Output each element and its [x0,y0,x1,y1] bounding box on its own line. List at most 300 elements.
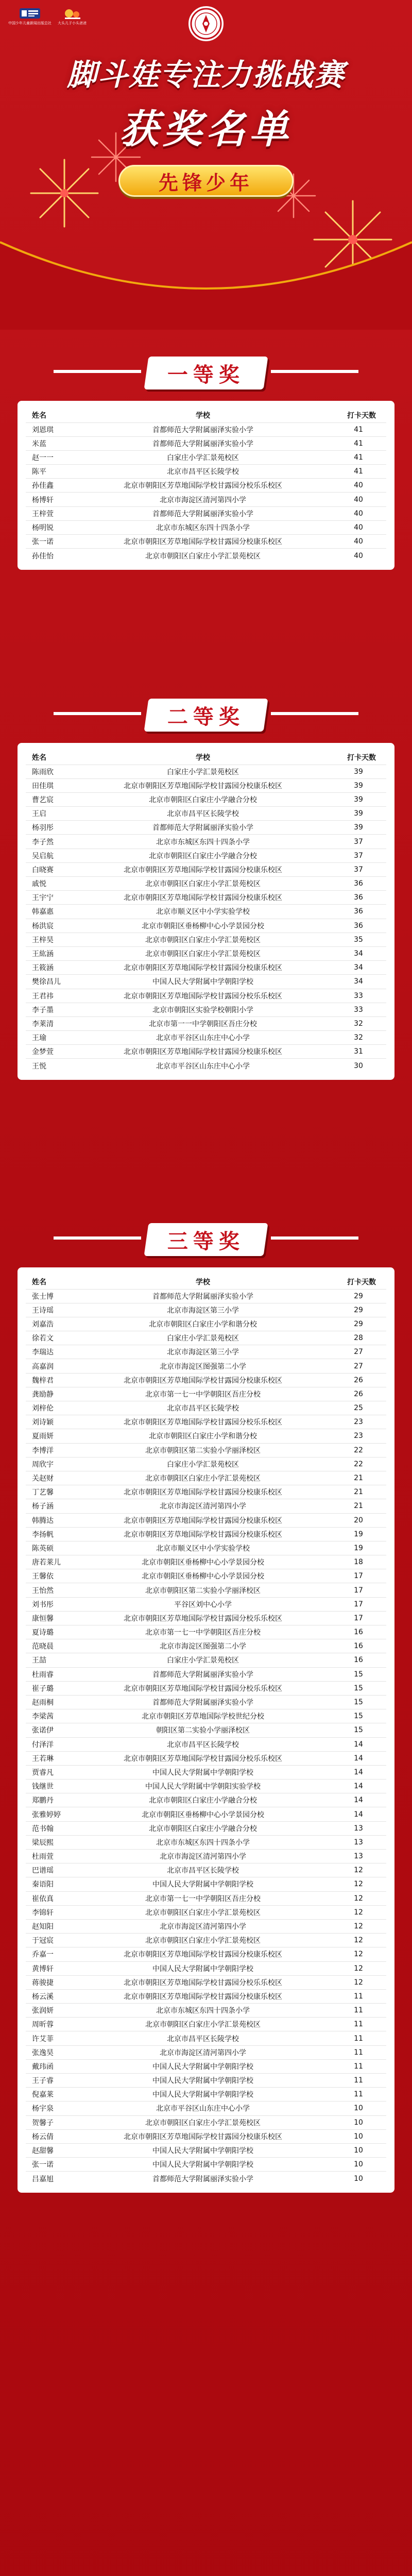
checkin-days: 32 [331,1016,386,1030]
winner-school: 北京市平谷区山东庄中心小学 [75,2102,331,2115]
checkin-days: 18 [331,1555,386,1569]
winner-school: 中国人民大学附属中学朝阳实验学校 [75,1780,331,1793]
winner-name: 赵甜馨 [26,2143,75,2157]
winner-name: 戴玮函 [26,2059,75,2073]
checkin-days: 15 [331,1681,386,1695]
winner-school: 北京市朝阳区白家庄小学汇景苑校区 [75,1471,331,1485]
table-row [26,1597,386,1611]
checkin-days: 39 [331,765,386,778]
third-prize-section [18,1221,394,2193]
winner-school: 北京市朝阳区芳草地国际学校甘露园分校康乐校区 [75,1045,331,1059]
winner-name: 赵知阳 [26,1919,75,1933]
col-school-header: 学校 [196,1278,210,1286]
winner-name: 王启 [26,807,75,821]
checkin-days: 10 [331,2115,386,2129]
checkin-days: 14 [331,1780,386,1793]
table-row [26,2031,386,2045]
checkin-days: 21 [331,1499,386,1513]
table-row [26,1681,386,1695]
winner-name: 李瑞达 [26,1345,75,1359]
checkin-days: 23 [331,1429,386,1443]
winner-school: 北京市朝阳区芳草地国际学校甘露园分校乐乐校区 [75,479,331,493]
checkin-days: 20 [331,1513,386,1527]
checkin-days: 11 [331,2018,386,2031]
table-row [26,1016,386,1030]
winner-name: 王悦 [26,1059,75,1073]
table-row [26,1569,386,1583]
table-row [26,1653,386,1667]
winner-name: 杜雨萱 [26,1850,75,1863]
table-row [26,961,386,975]
winner-school: 北京市朝阳区白家庄小学汇景苑校区 [75,946,331,960]
checkin-days: 12 [331,1947,386,1961]
winner-name: 杨洪宸 [26,919,75,933]
winner-school: 北京市朝阳区白家庄小学汇景苑校区 [75,2018,331,2031]
table-row [26,1429,386,1443]
winner-school: 首都师范大学附属丽泽实验小学 [75,422,331,436]
checkin-days: 13 [331,1850,386,1863]
table-row [26,1891,386,1905]
winner-school: 北京市顺义区中小学实验学校 [75,1541,331,1555]
winner-name: 王君祎 [26,989,75,1003]
checkin-days: 37 [331,862,386,876]
checkin-days: 39 [331,792,386,806]
checkin-days: 31 [331,1045,386,1059]
checkin-days: 40 [331,549,386,563]
winner-name: 陈英硕 [26,1541,75,1555]
checkin-days: 30 [331,1059,386,1073]
seal-emblem-icon [190,8,222,40]
table-row [26,1541,386,1555]
checkin-days: 33 [331,1003,386,1016]
checkin-days: 37 [331,849,386,862]
winner-name: 李扬帆 [26,1527,75,1541]
winner-school: 白家庄小学汇景苑校区 [75,1653,331,1667]
checkin-days: 15 [331,1695,386,1709]
winner-name: 王梓萱 [26,506,75,520]
winner-school: 北京市朝阳区垂杨柳中心小学景园分校 [75,1807,331,1821]
winner-name: 关赵财 [26,1471,75,1485]
winner-name: 樊徐昌儿 [26,975,75,989]
winner-school: 北京市朝阳区芳草地国际学校甘露园分校康乐校区 [75,535,331,549]
table-row [26,1667,386,1681]
winner-school: 北京市朝阳区白家庄小学汇景苑校区 [75,1905,331,1919]
winner-name: 韩嘉惠 [26,905,75,919]
winner-name: 丁艺馨 [26,1485,75,1499]
third-prize-pill [144,1223,268,1256]
checkin-days: 10 [331,2158,386,2172]
heading-rule-left [54,712,141,715]
checkin-days: 12 [331,1934,386,1947]
winner-name: 赵雨桐 [26,1695,75,1709]
winner-school: 北京市昌平区长陵学校 [75,1863,331,1877]
checkin-days: 27 [331,1359,386,1373]
checkin-days: 12 [331,1905,386,1919]
table-row [26,1807,386,1821]
checkin-days: 10 [331,2102,386,2115]
winner-school: 北京市朝阳区芳草地国际学校甘露园分校康乐校区 [75,1989,331,2003]
second-prize-heading [18,697,394,734]
second-prize-table [26,750,386,1073]
checkin-days: 40 [331,506,386,520]
winner-name: 李锦轩 [26,1905,75,1919]
winner-school: 北京市东城区东四十四条小学 [75,2004,331,2018]
winner-name: 王子睿 [26,2074,75,2088]
table-row [26,1317,386,1331]
winner-school: 首都师范大学附属丽泽实验小学 [75,506,331,520]
table-row [26,919,386,933]
publisher-logo [8,7,52,26]
table-row [26,1723,386,1737]
heading-rule-right [271,712,358,715]
table-row [26,1003,386,1016]
publisher-logo-icon [19,7,41,20]
winner-name: 唐若莱儿 [26,1555,75,1569]
winner-school: 首都师范大学附属丽泽实验小学 [75,1695,331,1709]
winner-name: 魏梓君 [26,1373,75,1387]
winner-name: 张润妍 [26,2004,75,2018]
table-row [26,877,386,891]
checkin-days: 15 [331,1723,386,1737]
winner-name: 周昕蓉 [26,2018,75,2031]
heading-rule-right [271,370,358,373]
winner-school: 北京市朝阳区垂杨柳中心小学景园分校 [75,1555,331,1569]
winner-school: 北京市朝阳区白家庄小学融合分校 [75,849,331,862]
table-row [26,2158,386,2172]
heading-rule-right [271,1236,358,1240]
checkin-days: 10 [331,2143,386,2157]
checkin-days: 36 [331,919,386,933]
col-days-header: 打卡天数 [347,1278,376,1286]
winner-school: 北京市朝阳区芳草地国际学校甘露园分校康乐校区 [75,1513,331,1527]
winner-school: 北京市第一一中学朝阳区吾庄分校 [75,1016,331,1030]
checkin-days: 11 [331,2074,386,2088]
winner-name: 徐若文 [26,1331,75,1345]
winner-school: 北京市朝阳区白家庄小学汇景苑校区 [75,2115,331,2129]
table-row [26,1045,386,1059]
table-row [26,2045,386,2059]
checkin-days: 21 [331,1471,386,1485]
first-prize-table [26,408,386,563]
table-row [26,1877,386,1891]
winner-school: 北京市朝阳区白家庄小学汇景苑校区 [75,1934,331,1947]
checkin-days: 17 [331,1583,386,1597]
winner-name: 金梦萱 [26,1045,75,1059]
table-row [26,1359,386,1373]
checkin-days: 12 [331,1919,386,1933]
table-row [26,1345,386,1359]
winner-school: 中国人民大学附属中学朝阳学校 [75,1765,331,1779]
winner-name: 巴谱瑶 [26,1863,75,1877]
winner-school: 北京市朝阳区芳草地国际学校甘露园分校乐乐校区 [75,1681,331,1695]
winner-school: 北京市海淀区清河第四小学 [75,1499,331,1513]
winner-school: 北京市朝阳区实验学校朝阳小学 [75,1003,331,1016]
checkin-days: 28 [331,1331,386,1345]
winner-school: 北京市朝阳区芳草地国际学校甘露园分校乐乐校区 [75,1611,331,1625]
third-prize-table [26,1275,386,2185]
winner-school: 北京市昌平区长陵学校 [75,1401,331,1415]
table-row [26,493,386,506]
checkin-days: 32 [331,1031,386,1045]
table-row [26,2074,386,2088]
checkin-days: 15 [331,1667,386,1681]
table-row [26,1780,386,1793]
checkin-days: 16 [331,1653,386,1667]
winner-school: 北京市朝阳区白家庄小学汇景苑校区 [75,549,331,563]
table-row [26,1625,386,1639]
winner-school: 中国人民大学附属中学朝阳学校 [75,1961,331,1975]
header-wave-icon [0,222,412,330]
first-prize-card [18,401,394,570]
table-row [26,1905,386,1919]
winner-name: 陈平 [26,465,75,479]
checkin-days: 39 [331,821,386,835]
table-row [26,520,386,534]
winner-school: 白家庄小学汇景苑校区 [75,765,331,778]
checkin-days: 29 [331,1289,386,1303]
logo-row [8,7,87,26]
checkin-days: 41 [331,422,386,436]
winner-name: 康恒馨 [26,1611,75,1625]
winner-name: 贾睿凡 [26,1765,75,1779]
winner-name: 乔嘉一 [26,1947,75,1961]
winner-school: 北京市朝阳区白家庄小学融合分校 [75,1793,331,1807]
winner-school: 北京市顺义区中小学实验学校 [75,905,331,919]
col-name-header: 姓名 [32,1278,46,1286]
first-prize-title: 一等奖 [167,363,245,387]
table-row [26,1513,386,1527]
winner-school: 中国人民大学附属中学朝阳学校 [75,975,331,989]
first-prize-heading [18,354,394,392]
winner-name: 张士博 [26,1289,75,1303]
winner-name: 吴启航 [26,849,75,862]
checkin-days: 39 [331,778,386,792]
winner-school: 北京市朝阳区芳草地国际学校甘露园分校乐乐校区 [75,1415,331,1429]
winner-name: 戚悦 [26,877,75,891]
checkin-days: 14 [331,1751,386,1765]
winner-name: 范书翰 [26,1821,75,1835]
winner-name: 于冠宸 [26,1934,75,1947]
winner-name: 吕嘉旭 [26,2172,75,2185]
table-row [26,506,386,520]
checkin-days: 16 [331,1625,386,1639]
event-title: 脚斗娃专注力挑战赛 [66,57,345,92]
table-row [26,2172,386,2185]
checkin-days: 17 [331,1569,386,1583]
col-name-header: 姓名 [32,753,46,762]
winner-name: 杨博轩 [26,493,75,506]
winner-name: 黄博轩 [26,1961,75,1975]
winner-name: 夏诗璐 [26,1625,75,1639]
checkin-days: 11 [331,2004,386,2018]
checkin-days: 35 [331,933,386,946]
second-prize-pill [144,699,268,732]
winner-school: 北京市海淀区第三小学 [75,1303,331,1317]
winner-name: 崔子璐 [26,1681,75,1695]
winner-school: 北京市海淀区清河第四小学 [75,2045,331,2059]
checkin-days: 14 [331,1737,386,1751]
winner-name: 曹艺宸 [26,792,75,806]
heading-rule-left [54,370,141,373]
table-row [26,862,386,876]
checkin-days: 36 [331,877,386,891]
winner-name: 杨云溪 [26,1989,75,2003]
winner-school: 北京市海淀区清河第四小学 [75,1919,331,1933]
checkin-days: 33 [331,989,386,1003]
table-row [26,422,386,436]
winner-name: 付泽洋 [26,1737,75,1751]
table-row [26,2018,386,2031]
table-row [26,2143,386,2157]
list-title: 获奖名单 [119,106,293,152]
checkin-days: 15 [331,1709,386,1723]
table-row [26,835,386,849]
winner-name: 刘诗颖 [26,1415,75,1429]
winner-school: 北京市第一七一中学朝阳区吾庄分校 [75,1891,331,1905]
checkin-days: 41 [331,450,386,464]
table-row [26,1709,386,1723]
winner-name: 钱继世 [26,1780,75,1793]
winner-name: 王怡然 [26,1583,75,1597]
winner-name: 米蓝 [26,436,75,450]
first-prize-section [18,354,394,570]
table-row [26,946,386,960]
winner-name: 王馨依 [26,1569,75,1583]
table-row [26,1499,386,1513]
winner-name: 李莱清 [26,1016,75,1030]
second-prize-section [18,697,394,1080]
winner-name: 田佳琪 [26,778,75,792]
table-row [26,1303,386,1317]
winner-school: 北京市朝阳区芳草地国际学校甘露园分校乐乐校区 [75,1975,331,1989]
table-row [26,2115,386,2129]
checkin-days: 41 [331,436,386,450]
winner-school: 北京市海淀区图强第二小学 [75,1359,331,1373]
col-days-header: 打卡天数 [347,411,376,420]
winner-name: 周欣宇 [26,1457,75,1471]
checkin-days: 27 [331,1345,386,1359]
checkin-days: 29 [331,1317,386,1331]
winner-school: 北京市东城区东四十四条小学 [75,1835,331,1849]
table-row [26,1975,386,1989]
col-name-header: 姓名 [32,411,46,420]
winner-school: 北京市第一七一中学朝阳区吾庄分校 [75,1387,331,1401]
table-row [26,849,386,862]
winner-name: 杨子涵 [26,1499,75,1513]
checkin-days: 17 [331,1597,386,1611]
winner-school: 北京市海淀区清河第四小学 [75,1850,331,1863]
checkin-days: 10 [331,2129,386,2143]
table-row [26,1611,386,1625]
winner-name: 倪嘉莱 [26,2088,75,2102]
category-badge-label: 先锋少年 [158,171,253,194]
table-row [26,1934,386,1947]
winner-school: 白家庄小学汇景苑校区 [75,1331,331,1345]
table-row [26,2102,386,2115]
winner-name: 梁辰熙 [26,1835,75,1849]
winner-school: 北京市昌平区长陵学校 [75,465,331,479]
checkin-days: 26 [331,1387,386,1401]
winner-name: 王瑜 [26,1031,75,1045]
winner-school: 北京市昌平区长陵学校 [75,1737,331,1751]
checkin-days: 19 [331,1541,386,1555]
third-prize-card [18,1267,394,2193]
checkin-days: 11 [331,2045,386,2059]
table-row [26,1373,386,1387]
winner-school: 北京市朝阳区芳草地国际学校甘露园分校康乐校区 [75,778,331,792]
winner-name: 崔依真 [26,1891,75,1905]
winner-school: 北京市朝阳区芳草地国际学校甘露园分校康乐校区 [75,2129,331,2143]
winner-name: 孙佳怡 [26,549,75,563]
checkin-days: 22 [331,1457,386,1471]
table-row [26,905,386,919]
checkin-days: 19 [331,1527,386,1541]
table-row [26,1415,386,1429]
table-row [26,1751,386,1765]
winner-name: 刘嘉浩 [26,1317,75,1331]
winner-name: 李子然 [26,835,75,849]
cartoon-logo-caption: 大头儿子小头爸爸 [58,21,87,25]
table-row [26,821,386,835]
table-row [26,1443,386,1457]
checkin-days: 14 [331,1765,386,1779]
checkin-days: 17 [331,1611,386,1625]
checkin-days: 12 [331,1863,386,1877]
winner-school: 北京市朝阳区白家庄小学和谐分校 [75,1429,331,1443]
table-row [26,1639,386,1653]
winner-school: 北京市朝阳区芳草地国际学校甘露园分校康乐校区 [75,1947,331,1961]
winner-school: 北京市海淀区图强第二小学 [75,1639,331,1653]
table-row [26,1485,386,1499]
checkin-days: 41 [331,465,386,479]
table-row [26,465,386,479]
checkin-days: 12 [331,1891,386,1905]
school-seal [188,6,224,41]
winner-name: 蒋骏捷 [26,1975,75,1989]
winner-name: 李梁茜 [26,1709,75,1723]
winner-school: 北京市朝阳区芳草地国际学校甘露园分校康乐校区 [75,862,331,876]
checkin-days: 26 [331,1373,386,1387]
winner-school: 北京市朝阳区白家庄小学融合分校 [75,792,331,806]
winner-name: 许艾菲 [26,2031,75,2045]
table-row [26,549,386,563]
category-badge [118,165,294,197]
winner-name: 张雅婷婷 [26,1807,75,1821]
table-row [26,792,386,806]
table-row [26,1457,386,1471]
table-row [26,1947,386,1961]
winner-name: 张一诺 [26,535,75,549]
winner-name: 张一诺 [26,2158,75,2172]
winner-name: 张诺伊 [26,1723,75,1737]
winner-name: 白晓赛 [26,862,75,876]
winner-school: 北京市平谷区山东庄中心小学 [75,1059,331,1073]
winner-name: 王若琳 [26,1751,75,1765]
winner-school: 中国人民大学附属中学朝阳学校 [75,2158,331,2172]
checkin-days: 11 [331,2059,386,2073]
winner-school: 中国人民大学附属中学朝阳学校 [75,2059,331,2073]
checkin-days: 14 [331,1807,386,1821]
checkin-days: 13 [331,1835,386,1849]
heading-rule-left [54,1236,141,1240]
table-row [26,1695,386,1709]
winner-name: 王梓昊 [26,933,75,946]
winner-name: 王紘涵 [26,946,75,960]
checkin-days: 40 [331,520,386,534]
cartoon-logo-icon [61,7,83,20]
winner-name: 杜雨睿 [26,1667,75,1681]
table-row [26,1850,386,1863]
